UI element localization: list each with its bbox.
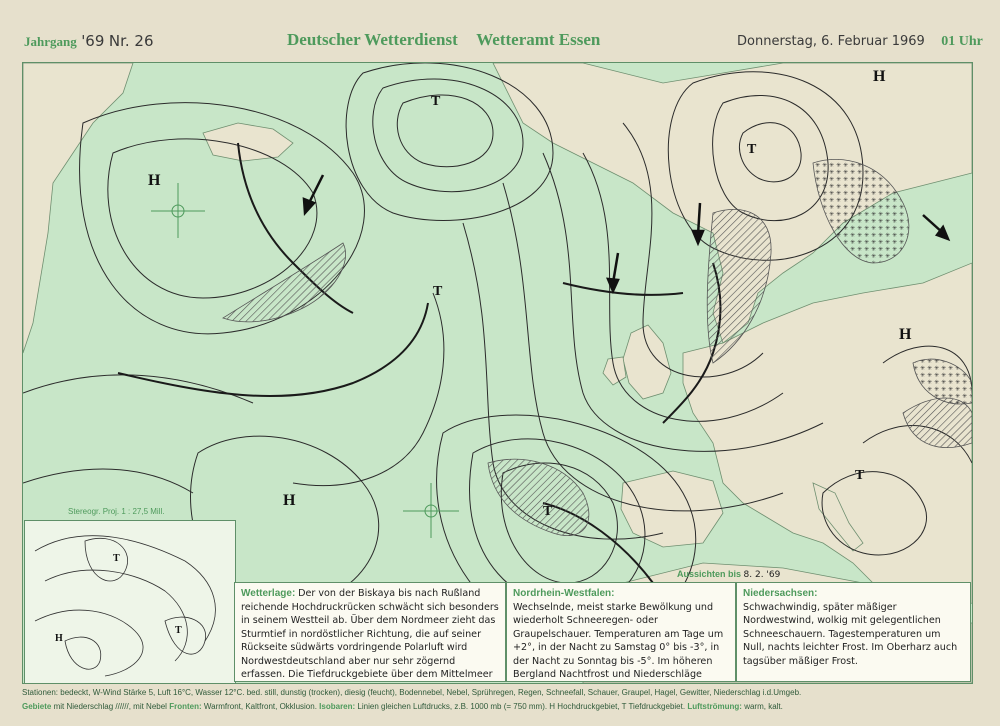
panel-wetterlage-text: Der von der Biskaya bis nach Rußland reichende Hochdruckrücken schwächt sich besonders in seinem Westteil ab. Über dem Nordmeer zieht das Sturmtief in nordöstlicher Richtung, die auf seiner Rückseite südwärts vordringende Polarluft wird Nordwestdeutschland aber nur sehr zögernd erfassen. Die Tiefdruckgebiete über dem Mittelmeer [241, 588, 499, 680]
isobar [23, 469, 193, 493]
year-number: '69 [81, 32, 105, 50]
header-publisher-block [287, 30, 600, 50]
low-center-label: T [431, 94, 441, 109]
header-volume [24, 32, 154, 51]
inset-map [24, 520, 236, 684]
high-center-label: H [148, 172, 161, 189]
precip-hatch [488, 459, 589, 535]
legend-luftstroemung-label: Luftströmung: [687, 702, 742, 711]
isobar [108, 139, 317, 298]
legend-gebiete-label: Gebiete [22, 702, 52, 711]
inset-low-label: T [113, 553, 120, 564]
panel-niedersachsen-title: Niedersachsen: [743, 588, 818, 599]
outlook-block [677, 569, 780, 580]
time-text: 01 Uhr [941, 34, 983, 49]
legend-fronten-text: Warmfront, Kaltfront, Okklusion. [203, 702, 317, 711]
outlook-date: 8. 2. '69 [743, 570, 781, 580]
land-iceland [203, 123, 293, 161]
inset-isobar [85, 538, 128, 581]
inset-low-label: T [175, 625, 182, 636]
low-center-label: T [855, 468, 865, 483]
isobar [293, 293, 444, 486]
legend-row-stations: Stationen: bedeckt, W-Wind Stärke 5, Luft 16°C, Wasser 12°C. bed. still, dunstig (trocken), diesig (feucht), Bodennebel, Nebel, Sprühregen, Regen, Schneefall, Schauer, Graupel, Hagel, Gewitter, Niederschlag i.d.Umgeb. [22, 688, 802, 697]
high-center-label: H [283, 492, 296, 509]
panel-niedersachsen-text: Schwachwindig, später mäßiger Nordwestwind, wolkig mit gelegentlichen Schneeschauern. Tagestemperaturen um Null, nachts leichter Frost. Im Oberharz auch tagsüber mäßiger Frost. [743, 601, 958, 667]
isobar [397, 95, 493, 167]
low-center-label: T [543, 504, 553, 519]
inset-high-label: H [55, 633, 63, 644]
high-center-label: H [899, 326, 912, 343]
header-date-block [737, 32, 983, 50]
isobar [373, 79, 523, 192]
issue-number: Nr. 26 [108, 32, 154, 50]
legend [22, 686, 971, 718]
legend-isobaren-text: Linien gleichen Luftdrucks, z.B. 1000 mb (= 750 mm). H Hochdruckgebiet, T Tiefdruckgebiet. [357, 702, 686, 711]
outlook-label: Aussichten bis [677, 569, 742, 579]
legend-fronten-label: Fronten: [169, 702, 202, 711]
legend-gebiete-text: mit Niederschlag //////, mit Nebel [53, 702, 167, 711]
high-center-label: H [873, 68, 886, 85]
panel-wetterlage-title: Wetterlage: [241, 588, 296, 599]
panel-nrw-title: Nordrhein-Westfalen: [513, 588, 615, 599]
cold-airflow-arrow-head [304, 199, 314, 213]
inset-isobar [65, 637, 101, 669]
inset-canvas [25, 521, 235, 683]
legend-isobaren-label: Isobaren: [319, 702, 356, 711]
date-text: Donnerstag, 6. Februar 1969 [737, 34, 925, 49]
projection-label: Stereogr. Proj. 1 : 27,5 Mill. [68, 507, 165, 516]
legend-luftstroemung-text: warm, kalt. [744, 702, 783, 711]
inset-isobar [35, 610, 143, 676]
panel-nrw [506, 582, 736, 682]
cold-front [563, 283, 683, 295]
low-center-label: T [747, 142, 757, 157]
low-center-label: T [433, 284, 443, 299]
land-britain [623, 325, 671, 399]
cold-airflow-arrow-head [693, 231, 703, 243]
office-name: Wetteramt Essen [476, 30, 601, 49]
panel-wetterlage [234, 582, 506, 682]
jahrgang-label: Jahrgang [24, 34, 77, 49]
isobar [23, 375, 253, 403]
compass-rose [403, 483, 459, 538]
compass-rose [151, 183, 205, 238]
panel-nrw-text: Wechselnde, meist starke Bewölkung und wiederholt Schneeregen- oder Graupelschauer. Temperaturen am Tage um +2°, in der Nacht zu Samstag 0° bis -3°, in der Nacht zu Sonntag bis -5°. Im höheren Bergland Nachtfrost und Niederschläge [513, 601, 724, 680]
panel-niedersachsen [736, 582, 971, 682]
publisher-name: Deutscher Wetterdienst [287, 30, 458, 49]
legend-row-2 [22, 700, 971, 714]
land-greenland [23, 63, 133, 353]
inset-isobar [165, 617, 206, 654]
land-iberia [621, 471, 723, 547]
